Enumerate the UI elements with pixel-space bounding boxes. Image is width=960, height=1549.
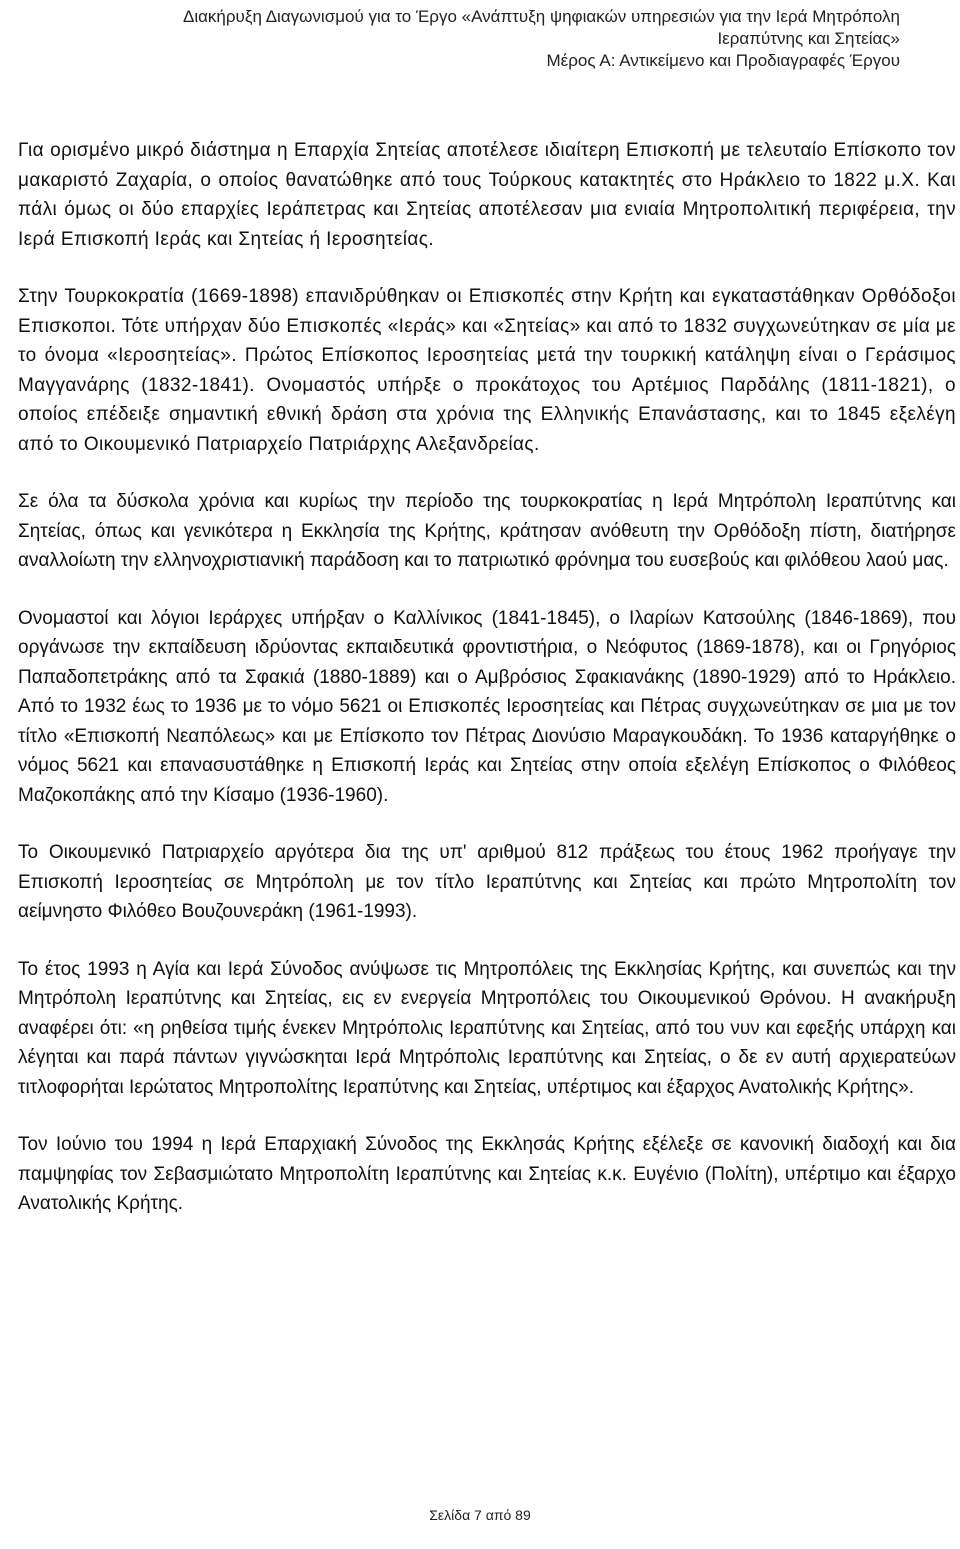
document-body [18,136,956,1247]
paragraph-2: Στην Τουρκοκρατία (1669-1898) επανιδρύθηκαν οι Επισκοπές στην Κρήτη και εγκαταστάθηκαν Ορθόδοξοι Επισκοποι. Τότε υπήρχαν δύο Επισκοπές «Ιεράς» και «Σητείας» και από το 1832 συγχωνεύτηκαν σε μία με το όνομα «Ιεροσητείας». Πρώτος Επίσκοπος Ιεροσητείας μετά την τουρκική κατάληψη είναι ο Γεράσιμος Μαγγανάρης (1832-1841). Ονομαστός υπήρξε ο προκάτοχος του Αρτέμιος Παρδάλης (1811-1821), ο οποίος επέδειξε σημαντική εθνική δράση στα χρόνια της Ελληνικής Επανάστασης, και το 1845 εξελέγη από το Οικουμενικό Πατριαρχείο Πατριάρχης Αλεξανδρείας. [18,286,956,455]
header-title-line-2: Ιεραπύτνης και Σητείας» [717,29,900,48]
page-number: Σελίδα 7 από 89 [429,1507,531,1523]
paragraph-1: Για ορισμένο μικρό διάστημα η Επαρχία Σητείας αποτέλεσε ιδιαίτερη Επισκοπή με τελευταίο Επίσκοπο τον μακαριστό Ζαχαρία, ο οποίος θανατώθηκε από τους Τούρκους κατακτητές στο Ηράκλειο το 1822 μ.Χ. Και πάλι όμως οι δύο επαρχίες Ιεράπετρας και Σητείας αποτέλεσαν μια ενιαία Μητροπολιτική περιφέρεια, την Ιερά Επισκοπή Ιεράς και Σητείας ή Ιεροσητείας. [18,140,956,250]
paragraph-4: Ονομαστοί και λόγιοι Ιεράρχες υπήρξαν ο Καλλίνικος (1841-1845), ο Ιλαρίων Κατσούλης (1846-1869), που οργάνωσε την εκπαίδευση ιδρύοντας εκπαιδευτικά φροντιστήρια, ο Νεόφυτος (1869-1878), και οι Γρηγόριος Παπαδοπετράκης από τα Σφακιά (1880-1889) και ο Αμβρόσιος Σφακιανάκης (1890-1929) από το Ηράκλειο. Από το 1932 έως το 1936 με το νόμο 5621 οι Επισκοπές Ιεροσητείας και Πέτρας συγχωνεύτηκαν σε μια με τον τίτλο «Επισκοπή Νεαπόλεως» και με Επίσκοπο τον Πέτρας Διονύσιο Μαραγκουδάκη. Το 1936 καταργήθηκε ο νόμος 5621 και επανασυστάθηκε η Επισκοπή Ιεράς και Σητείας στην οποία εξελέγη Επίσκοπος ο Φιλόθεος Μαζοκοπάκης από την Κίσαμο (1936-1960). [18,607,956,806]
document-header [20,6,900,72]
paragraph-6: Το έτος 1993 η Αγία και Ιερά Σύνοδος ανύψωσε τις Μητροπόλεις της Εκκλησίας Κρήτης, και συνεπώς και την Μητρόπολη Ιεραπύτνης και Σητείας, εις εν ενεργεία Μητροπόλεις του Οικουμενικού Θρόνου. Η ανακήρυξη αναφέρει ότι: «η ρηθείσα τιμής ένεκεν Μητρόπολις Ιεραπύτνης και Σητείας, από του νυν και εφεξής υπάρχη και λέγηται και παρά πάντων γιγνώσκηται Ιερά Μητρόπολις Ιεραπύτνης και Σητείας, ο δε εν αυτή αρχιερατεύων τιτλοφορήται Ιερώτατος Μητροπολίτης Ιεραπύτνης και Σητείας, υπέρτιμος και έξαρχος Ανατολικής Κρήτης». [18,958,956,1098]
header-section-line: Μέρος Α: Αντικείμενο και Προδιαγραφές Έργου [546,51,900,70]
paragraph-5: Το Οικουμενικό Πατριαρχείο αργότερα δια της υπ' αριθμού 812 πράξεως του έτους 1962 προήγαγε την Επισκοπή Ιεροσητείας σε Μητρόπολη με τον τίτλο Ιεραπύτνης και Σητείας και πρώτο Μητροπολίτη τον αείμνηστο Φιλόθεο Βουζουνεράκη (1961-1993). [18,842,956,922]
paragraph-7: Τον Ιούνιο του 1994 η Ιερά Επαρχιακή Σύνοδος της Εκκλησάς Κρήτης εξέλεξε σε κανονική διαδοχή και δια παμψηφίας τον Σεβασμιώτατο Μητροπολίτη Ιεραπύτνης και Σητείας κ.κ. Ευγένιο (Πολίτη), υπέρτιμο και έξαρχο Ανατολικής Κρήτης. [18,1134,956,1214]
paragraph-3: Σε όλα τα δύσκολα χρόνια και κυρίως την περίοδο της τουρκοκρατίας η Ιερά Μητρόπολη Ιεραπύτνης και Σητείας, όπως και γενικότερα η Εκκλησία της Κρήτης, κράτησαν ανόθευτη την Ορθόδοξη πίστη, διατήρησε αναλλοίωτη την ελληνοχριστιανική παράδοση και το πατριωτικό φρόνημα του ευσεβούς και φιλόθεου λαού μας. [18,491,956,571]
header-title-line-1: Διακήρυξη Διαγωνισμού για το Έργο «Ανάπτυξη ψηφιακών υπηρεσιών για την Ιερά Μητρόπολη [182,7,900,26]
